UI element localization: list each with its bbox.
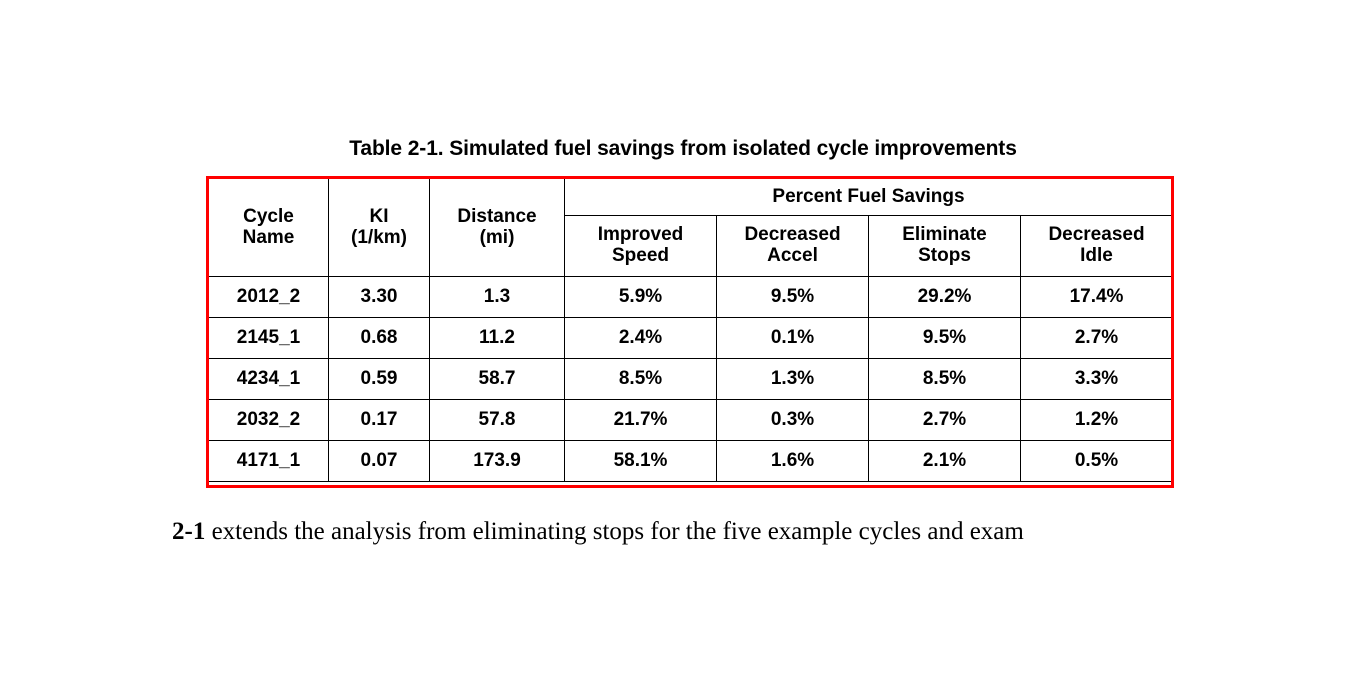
cell-improved-speed: 8.5% [565,359,717,400]
table-header-row-group [209,179,1173,216]
cell-decreased-idle: 0.5% [1021,441,1173,482]
column-header-decreased-idle-line1: Decreased [1048,224,1145,246]
column-header-decreased-idle [1021,216,1173,277]
cell-decreased-idle: 1.2% [1021,400,1173,441]
cell-improved-speed: 58.1% [565,441,717,482]
cell-eliminate-stops: 2.1% [869,441,1021,482]
column-header-improved-speed-line2: Speed [611,245,670,266]
cell-decreased-idle: 17.4% [1021,277,1173,318]
column-header-distance [430,179,565,277]
cell-decreased-accel: 0.1% [717,318,869,359]
body-paragraph [172,518,1312,546]
column-header-eliminate-stops-line1: Eliminate [902,224,987,246]
cell-improved-speed: 5.9% [565,277,717,318]
table-body [209,277,1173,482]
column-header-cycle-name [209,179,329,277]
cell-cycle-name: 4234_1 [209,359,329,400]
cell-eliminate-stops: 2.7% [869,400,1021,441]
cell-ki: 0.07 [329,441,430,482]
cell-distance: 1.3 [430,277,565,318]
cell-decreased-accel: 9.5% [717,277,869,318]
cell-decreased-accel: 1.6% [717,441,869,482]
column-header-distance-line2: (mi) [479,226,515,248]
cell-ki: 0.59 [329,359,430,400]
cell-improved-speed: 2.4% [565,318,717,359]
column-header-cycle-name-line1: Cycle [243,205,294,227]
column-header-decreased-idle-line2: Idle [1080,245,1113,266]
cell-eliminate-stops: 29.2% [869,277,1021,318]
cell-decreased-accel: 1.3% [717,359,869,400]
column-header-eliminate-stops [869,216,1021,277]
table-row [209,441,1173,482]
table-head [209,179,1173,277]
fuel-savings-table [208,178,1172,482]
cell-eliminate-stops: 9.5% [869,318,1021,359]
cell-cycle-name: 4171_1 [209,441,329,482]
column-header-decreased-accel-line2: Accel [767,245,818,266]
table-reference: 2-1 [172,518,206,545]
table [208,178,1173,482]
column-header-ki [329,179,430,277]
table-row [209,277,1173,318]
column-header-eliminate-stops-line2: Stops [918,245,971,266]
cell-distance: 57.8 [430,400,565,441]
table-row [209,318,1173,359]
table-row [209,400,1173,441]
cell-cycle-name: 2012_2 [209,277,329,318]
cell-decreased-accel: 0.3% [717,400,869,441]
cell-cycle-name: 2145_1 [209,318,329,359]
cell-decreased-idle: 3.3% [1021,359,1173,400]
column-header-decreased-accel [717,216,869,277]
cell-distance: 11.2 [430,318,565,359]
cell-improved-speed: 21.7% [565,400,717,441]
column-group-header-percent-fuel-savings: Percent Fuel Savings [565,179,1173,216]
column-header-ki-line2: (1/km) [351,226,407,248]
cell-ki: 0.17 [329,400,430,441]
column-header-distance-line1: Distance [457,205,537,227]
cell-eliminate-stops: 8.5% [869,359,1021,400]
column-header-improved-speed [565,216,717,277]
cell-ki: 0.68 [329,318,430,359]
column-header-cycle-name-line2: Name [242,226,295,248]
cell-distance: 173.9 [430,441,565,482]
column-header-improved-speed-line1: Improved [597,224,684,246]
cell-decreased-idle: 2.7% [1021,318,1173,359]
cell-ki: 3.30 [329,277,430,318]
table-caption: Table 2-1. Simulated fuel savings from isolated cycle improvements [349,137,1017,160]
column-header-ki-line1: KI [369,205,389,227]
column-header-decreased-accel-line1: Decreased [744,224,841,246]
table-row [209,359,1173,400]
body-paragraph-text: extends the analysis from eliminating stops for the five example cycles and exam [205,518,1024,545]
cell-distance: 58.7 [430,359,565,400]
cell-cycle-name: 2032_2 [209,400,329,441]
